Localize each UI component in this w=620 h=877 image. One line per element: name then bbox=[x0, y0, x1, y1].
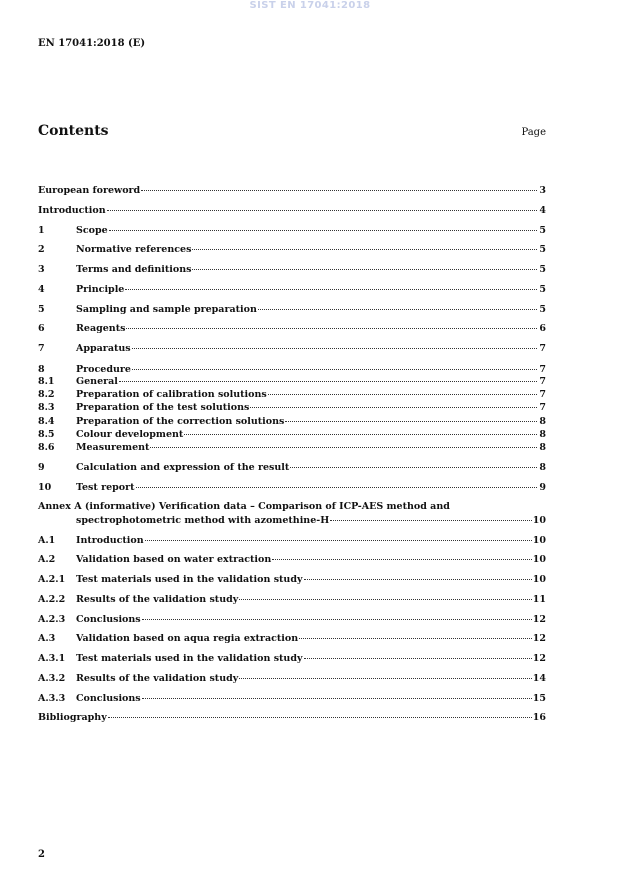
toc-entry-page: 7 bbox=[539, 402, 546, 413]
toc-entry-page: 9 bbox=[539, 482, 546, 493]
toc-entry-page: 7 bbox=[539, 389, 546, 400]
toc-entry-page: 10 bbox=[532, 554, 546, 565]
toc-entry-number: 7 bbox=[38, 343, 45, 354]
document-id: EN 17041:2018 (E) bbox=[38, 38, 146, 49]
toc-entry-number: A.1 bbox=[38, 535, 56, 546]
toc-entry-page: 8 bbox=[539, 429, 546, 440]
toc-entry-page: 10 bbox=[532, 574, 546, 585]
toc-entry[interactable] bbox=[38, 594, 546, 605]
toc-entry-page: 8 bbox=[539, 442, 546, 453]
dot-leader bbox=[126, 328, 537, 329]
toc-entry-page: 7 bbox=[539, 364, 546, 375]
toc-entry-title: Test materials used in the validation study bbox=[76, 574, 303, 585]
toc-entry[interactable] bbox=[38, 264, 546, 275]
toc-entry[interactable] bbox=[38, 185, 546, 196]
toc-entry-number: A.3 bbox=[38, 633, 56, 644]
toc-entry[interactable] bbox=[38, 364, 546, 375]
dot-leader bbox=[192, 249, 537, 250]
toc-entry[interactable] bbox=[38, 633, 546, 644]
toc-entry[interactable] bbox=[38, 712, 546, 723]
dot-leader bbox=[290, 467, 537, 468]
dot-leader bbox=[299, 638, 532, 639]
toc-entry-title: Results of the validation study bbox=[76, 673, 239, 684]
toc-entry[interactable] bbox=[38, 284, 546, 295]
toc-entry-page: 12 bbox=[532, 633, 546, 644]
dot-leader bbox=[107, 210, 537, 211]
toc-entry-page: 8 bbox=[539, 416, 546, 427]
dot-leader bbox=[258, 309, 537, 310]
toc-entry[interactable] bbox=[38, 376, 546, 387]
dot-leader bbox=[125, 289, 537, 290]
toc-entry[interactable] bbox=[38, 323, 546, 334]
toc-entry-title: Normative references bbox=[76, 244, 192, 255]
toc-entry-title: Preparation of calibration solutions bbox=[76, 389, 267, 400]
dot-leader bbox=[272, 559, 531, 560]
toc-entry-page: 6 bbox=[539, 323, 546, 334]
toc-entry-title: Results of the validation study bbox=[76, 594, 239, 605]
toc-entry-number: 6 bbox=[38, 323, 45, 334]
toc-entry[interactable] bbox=[38, 225, 546, 236]
dot-leader bbox=[250, 407, 537, 408]
dot-leader bbox=[142, 619, 532, 620]
dot-leader bbox=[285, 421, 537, 422]
dot-leader bbox=[132, 369, 537, 370]
toc-entry[interactable] bbox=[38, 244, 546, 255]
toc-entry-title: Preparation of the correction solutions bbox=[76, 416, 285, 427]
toc-entry-number: A.3.2 bbox=[38, 673, 66, 684]
dot-leader bbox=[304, 658, 532, 659]
toc-entry-number: 8 bbox=[38, 364, 45, 375]
toc-entry[interactable] bbox=[38, 442, 546, 453]
toc-entry-page: 7 bbox=[539, 343, 546, 354]
toc-entry-page: 4 bbox=[539, 205, 546, 216]
toc-entry-page: 12 bbox=[532, 653, 546, 664]
toc-entry-number: A.3.3 bbox=[38, 693, 66, 704]
toc-entry-number: 3 bbox=[38, 264, 45, 275]
toc-entry-title: Introduction bbox=[76, 535, 144, 546]
dot-leader bbox=[239, 678, 531, 679]
toc-entry-title: Procedure bbox=[76, 364, 131, 375]
toc-entry[interactable] bbox=[38, 515, 546, 526]
toc-entry-number: 9 bbox=[38, 462, 45, 473]
toc-entry[interactable] bbox=[38, 535, 546, 546]
toc-entry-title: Principle bbox=[76, 284, 125, 295]
toc-entry-annex-a[interactable] bbox=[38, 501, 546, 512]
toc-entry-title: Annex A (informative) Verification data – Comparison of ICP-AES method and bbox=[38, 501, 450, 512]
toc-entry-page: 12 bbox=[532, 614, 546, 625]
dot-leader bbox=[109, 230, 537, 231]
toc-entry[interactable] bbox=[38, 304, 546, 315]
toc-entry-title: Conclusions bbox=[76, 693, 141, 704]
toc-entry-title: Validation based on water extraction bbox=[76, 554, 272, 565]
toc-entry-title: Validation based on aqua regia extraction bbox=[76, 633, 299, 644]
dot-leader bbox=[304, 579, 532, 580]
toc-entry-title: European foreword bbox=[38, 185, 141, 196]
toc-entry-number: 8.6 bbox=[38, 442, 55, 453]
toc-entry-number: A.2 bbox=[38, 554, 56, 565]
toc-entry-page: 15 bbox=[532, 693, 546, 704]
toc-entry-page: 10 bbox=[532, 515, 546, 526]
toc-entry-page: 3 bbox=[539, 185, 546, 196]
toc-entry-number: 5 bbox=[38, 304, 45, 315]
toc-entry[interactable] bbox=[38, 673, 546, 684]
toc-entry-number: 1 bbox=[38, 225, 45, 236]
toc-entry-number: 8.4 bbox=[38, 416, 55, 427]
toc-entry-title: Introduction bbox=[38, 205, 106, 216]
page-column-label: Page bbox=[521, 127, 546, 138]
toc-entry-number: A.2.2 bbox=[38, 594, 66, 605]
toc-entry-title: Reagents bbox=[76, 323, 126, 334]
toc-entry-number: 4 bbox=[38, 284, 45, 295]
toc-entry-number: 2 bbox=[38, 244, 45, 255]
toc-entry[interactable] bbox=[38, 614, 546, 625]
toc-entry-title: Conclusions bbox=[76, 614, 141, 625]
toc-entry-title: Test materials used in the validation study bbox=[76, 653, 303, 664]
toc-entry-title: Colour development bbox=[76, 429, 184, 440]
toc-entry-title: spectrophotometric method with azomethine-H bbox=[76, 515, 330, 526]
dot-leader bbox=[119, 381, 537, 382]
dot-leader bbox=[239, 599, 531, 600]
toc-entry-number: 8.3 bbox=[38, 402, 55, 413]
toc-entry-title: Bibliography bbox=[38, 712, 107, 723]
page-number: 2 bbox=[38, 849, 45, 860]
toc-entry-page: 8 bbox=[539, 462, 546, 473]
toc-entry-number: A.2.1 bbox=[38, 574, 66, 585]
dot-leader bbox=[268, 394, 537, 395]
dot-leader bbox=[108, 717, 532, 718]
dot-leader bbox=[192, 269, 537, 270]
dot-leader bbox=[145, 540, 532, 541]
dot-leader bbox=[136, 487, 538, 488]
dot-leader bbox=[132, 348, 537, 349]
toc-entry-number: 8.5 bbox=[38, 429, 55, 440]
dot-leader bbox=[330, 520, 532, 521]
toc-entry-title: Sampling and sample preparation bbox=[76, 304, 257, 315]
toc-entry-number: 8.1 bbox=[38, 376, 55, 387]
toc-entry[interactable] bbox=[38, 653, 546, 664]
toc-entry-page: 7 bbox=[539, 376, 546, 387]
toc-entry-page: 5 bbox=[539, 284, 546, 295]
toc-entry[interactable] bbox=[38, 389, 546, 400]
toc-entry[interactable] bbox=[38, 693, 546, 704]
toc-entry-page: 5 bbox=[539, 244, 546, 255]
toc-entry-title: Measurement bbox=[76, 442, 150, 453]
toc-entry-title: Scope bbox=[76, 225, 108, 236]
toc-entry-number: 8.2 bbox=[38, 389, 55, 400]
contents-title: Contents bbox=[38, 123, 109, 139]
toc-entry-title: Calculation and expression of the result bbox=[76, 462, 290, 473]
toc-entry-number: A.2.3 bbox=[38, 614, 66, 625]
toc-entry-title: Apparatus bbox=[76, 343, 131, 354]
toc-entry-title: Terms and definitions bbox=[76, 264, 192, 275]
toc-entry-page: 5 bbox=[539, 304, 546, 315]
dot-leader bbox=[184, 434, 537, 435]
toc-entry[interactable] bbox=[38, 462, 546, 473]
dot-leader bbox=[142, 698, 532, 699]
toc-entry[interactable] bbox=[38, 343, 546, 354]
toc-entry-page: 5 bbox=[539, 264, 546, 275]
toc-entry[interactable] bbox=[38, 402, 546, 413]
toc-entry[interactable] bbox=[38, 482, 546, 493]
toc-entry[interactable] bbox=[38, 429, 546, 440]
toc-entry-title: General bbox=[76, 376, 118, 387]
toc-entry-title: Test report bbox=[76, 482, 135, 493]
toc-entry-page: 14 bbox=[532, 673, 546, 684]
toc-entry[interactable] bbox=[38, 574, 546, 585]
watermark: SIST EN 17041:2018 bbox=[249, 0, 371, 11]
toc-entry-page: 11 bbox=[532, 594, 546, 605]
toc-entry-title: Preparation of the test solutions bbox=[76, 402, 250, 413]
toc-entry-number: A.3.1 bbox=[38, 653, 66, 664]
toc-entry[interactable] bbox=[38, 416, 546, 427]
toc-entry-page: 5 bbox=[539, 225, 546, 236]
toc-entry-number: 10 bbox=[38, 482, 52, 493]
dot-leader bbox=[150, 447, 537, 448]
dot-leader bbox=[141, 190, 537, 191]
toc-entry-page: 16 bbox=[532, 712, 546, 723]
toc-entry[interactable] bbox=[38, 554, 546, 565]
toc-entry-page: 10 bbox=[532, 535, 546, 546]
toc-entry[interactable] bbox=[38, 205, 546, 216]
